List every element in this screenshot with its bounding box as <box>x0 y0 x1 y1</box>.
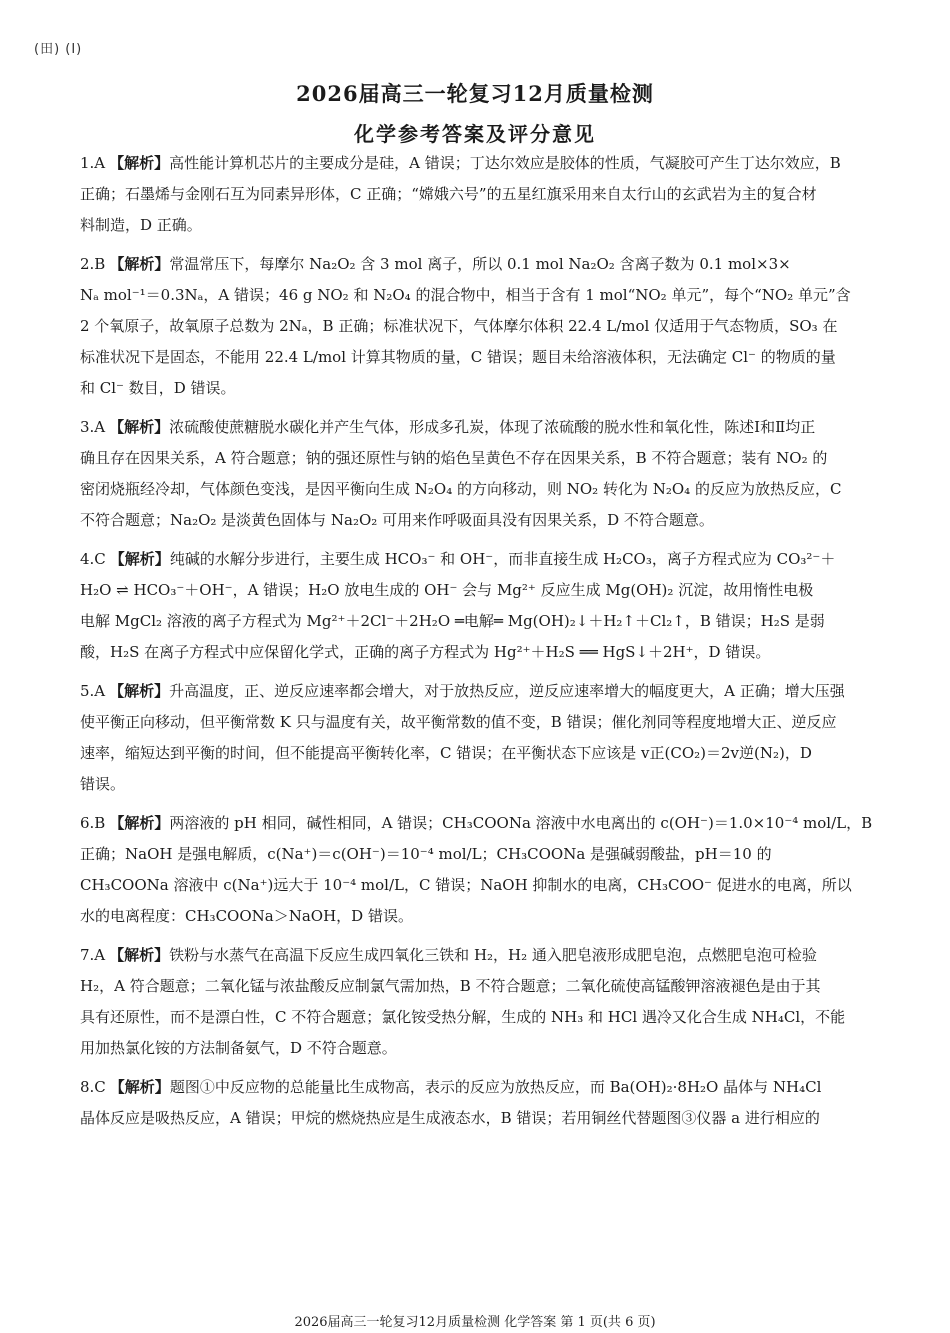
answer-text: 2 个氧原子，故氧原子总数为 2Nₐ，B 正确；标准状况下，气体摩尔体积 22.4 L/mol 仅适用于气态物质，SO₃ 在 <box>80 317 838 335</box>
answer-number: 4.C <box>80 550 106 568</box>
answer-item <box>80 249 874 404</box>
answer-text: Nₐ mol⁻¹＝0.3Nₐ，A 错误；46 g NO₂ 和 N₂O₄ 的混合物中，相当于含有 1 mol“NO₂ 单元”，每个“NO₂ 单元”含 <box>80 286 851 304</box>
answer-line <box>80 280 874 311</box>
answer-line <box>80 901 874 932</box>
answer-line <box>80 637 874 668</box>
answer-text: 密闭烧瓶经冷却，气体颜色变浅，是因平衡向生成 N₂O₄ 的方向移动，则 NO₂ 转化为 N₂O₄ 的反应为放热反应，C <box>80 480 842 498</box>
analysis-tag: 【解析】 <box>109 550 170 568</box>
answer-text: H₂，A 符合题意；二氧化锰与浓盐酸反应制氯气需加热，B 不符合题意；二氧化硫使高锰酸钾溶液褪色是由于其 <box>80 977 821 995</box>
answer-line <box>80 1002 874 1033</box>
answer-item <box>80 1072 874 1134</box>
answer-line <box>80 971 874 1002</box>
answer-text: 标准状况下是固态，不能用 22.4 L/mol 计算其物质的量，C 错误；题目未给溶液体积，无法确定 Cl⁻ 的物质的量 <box>80 348 836 366</box>
answer-text: 晶体反应是吸热反应，A 错误；甲烷的燃烧热应是生成液态水，B 错误；若用铜丝代替题图③仪器 a 进行相应的 <box>80 1109 820 1127</box>
answer-text: 高性能计算机芯片的主要成分是硅，A 错误；丁达尔效应是胶体的性质，气凝胶可产生丁达尔效应，B <box>169 154 841 172</box>
page-footer: 2026届高三一轮复习12月质量检测 化学答案 第 1 页(共 6 页) <box>294 1315 656 1330</box>
answer-number: 8.C <box>80 1078 106 1096</box>
answer-text: 常温常压下，每摩尔 Na₂O₂ 含 3 mol 离子，所以 0.1 mol Na₂O₂ 含离子数为 0.1 mol×3× <box>169 255 791 273</box>
answer-line <box>80 179 874 210</box>
answer-text: 铁粉与水蒸气在高温下反应生成四氧化三铁和 H₂，H₂ 通入肥皂液形成肥皂泡，点燃肥皂泡可检验 <box>169 946 817 964</box>
page-title: 2026届高三一轮复习12月质量检测 <box>296 81 654 106</box>
answer-text: 正确；石墨烯与金刚石互为同素异形体，C 正确；“嫦娥六号”的五星红旗采用来自太行山的玄武岩为主的复合材 <box>80 185 817 203</box>
answer-text: 用加热氯化铵的方法制备氨气，D 不符合题意。 <box>80 1039 397 1057</box>
answer-text: 正确；NaOH 是强电解质，c(Na⁺)＝c(OH⁻)＝10⁻⁴ mol/L；CH₃COONa 是强碱弱酸盐，pH＝10 的 <box>80 845 772 863</box>
answer-line <box>80 505 874 536</box>
answer-number: 6.B <box>80 814 106 832</box>
answer-line <box>80 373 874 404</box>
answer-line <box>80 474 874 505</box>
answer-line <box>80 808 874 839</box>
answer-text: 错误。 <box>80 775 126 793</box>
answer-number: 1.A <box>80 154 106 172</box>
analysis-tag: 【解析】 <box>109 682 170 700</box>
analysis-tag: 【解析】 <box>109 1078 170 1096</box>
answer-text: 速率，缩短达到平衡的时间，但不能提高平衡转化率，C 错误；在平衡状态下应该是 v正(CO₂)＝2v逆(N₂)，D <box>80 744 812 762</box>
answer-line <box>80 1072 874 1103</box>
answer-text: 确且存在因果关系，A 符合题意；钠的强还原性与钠的焰色呈黄色不存在因果关系，B 不符合题意；装有 NO₂ 的 <box>80 449 828 467</box>
analysis-tag: 【解析】 <box>109 946 170 964</box>
answer-text: 题图①中反应物的总能量比生成物高，表示的反应为放热反应，而 Ba(OH)₂·8H₂O 晶体与 NH₄Cl <box>169 1078 822 1096</box>
answer-line <box>80 606 874 637</box>
answer-text: 电解 MgCl₂ 溶液的离子方程式为 Mg²⁺＋2Cl⁻＋2H₂O ═电解═ Mg(OH)₂↓＋H₂↑＋Cl₂↑，B 错误；H₂S 是弱 <box>80 612 825 630</box>
answer-text: 升高温度，正、逆反应速率都会增大，对于放热反应，逆反应速率增大的幅度更大，A 正确；增大压强 <box>169 682 845 700</box>
answer-item <box>80 148 874 241</box>
answer-number: 7.A <box>80 946 106 964</box>
answer-line <box>80 311 874 342</box>
answer-text: 两溶液的 pH 相同，碱性相同，A 错误；CH₃COONa 溶液中水电离出的 c(OH⁻)＝1.0×10⁻⁴ mol/L，B <box>169 814 873 832</box>
answer-text: 酸，H₂S 在离子方程式中应保留化学式，正确的离子方程式为 Hg²⁺＋H₂S ══ HgS↓＋2H⁺，D 错误。 <box>80 643 771 661</box>
answer-line <box>80 148 874 179</box>
answer-item <box>80 808 874 932</box>
answer-line <box>80 769 874 800</box>
answer-text: 使平衡正向移动，但平衡常数 K 只与温度有关，故平衡常数的值不变，B 错误；催化剂同等程度地增大正、逆反应 <box>80 713 837 731</box>
answer-item <box>80 412 874 536</box>
answer-line <box>80 544 874 575</box>
answer-line <box>80 443 874 474</box>
answer-text: CH₃COONa 溶液中 c(Na⁺)远大于 10⁻⁴ mol/L，C 错误；NaOH 抑制水的电离，CH₃COO⁻ 促进水的电离，所以 <box>80 876 852 894</box>
answer-text: 和 Cl⁻ 数目，D 错误。 <box>80 379 236 397</box>
answer-line <box>80 249 874 280</box>
analysis-tag: 【解析】 <box>109 154 170 172</box>
answer-line <box>80 575 874 606</box>
answer-text: 浓硫酸使蔗糖脱水碳化并产生气体，形成多孔炭，体现了浓硫酸的脱水性和氧化性，陈述Ⅰ和Ⅱ均正 <box>169 418 816 436</box>
answer-number: 5.A <box>80 682 106 700</box>
page-subtitle: 化学参考答案及评分意见 <box>354 122 596 146</box>
answer-line <box>80 870 874 901</box>
answer-text: 料制造，D 正确。 <box>80 216 202 234</box>
answer-line <box>80 839 874 870</box>
answer-item <box>80 544 874 668</box>
answer-line <box>80 738 874 769</box>
answer-line <box>80 676 874 707</box>
answer-list <box>80 148 874 1142</box>
answer-number: 2.B <box>80 255 106 273</box>
answer-item <box>80 676 874 800</box>
answer-number: 3.A <box>80 418 106 436</box>
answer-line <box>80 940 874 971</box>
answer-text: 纯碱的水解分步进行，主要生成 HCO₃⁻ 和 OH⁻，而非直接生成 H₂CO₃，离子方程式应为 CO₃²⁻＋ <box>169 550 836 568</box>
answer-line <box>80 707 874 738</box>
answer-text: H₂O ⇌ HCO₃⁻＋OH⁻，A 错误；H₂O 放电生成的 OH⁻ 会与 Mg²⁺ 反应生成 Mg(OH)₂ 沉淀，故用惰性电极 <box>80 581 814 599</box>
answer-line <box>80 342 874 373</box>
analysis-tag: 【解析】 <box>109 814 170 832</box>
answer-text: 具有还原性，而不是漂白性，C 不符合题意；氯化铵受热分解，生成的 NH₃ 和 HCl 遇冷又化合生成 NH₄Cl，不能 <box>80 1008 846 1026</box>
answer-line <box>80 1033 874 1064</box>
analysis-tag: 【解析】 <box>109 255 170 273</box>
answer-line <box>80 412 874 443</box>
corner-mark: (田) (I) <box>34 42 83 57</box>
answer-line <box>80 210 874 241</box>
analysis-tag: 【解析】 <box>109 418 170 436</box>
answer-text: 水的电离程度：CH₃COONa＞NaOH，D 错误。 <box>80 907 413 925</box>
answer-text: 不符合题意；Na₂O₂ 是淡黄色固体与 Na₂O₂ 可用来作呼吸面具没有因果关系，D 不符合题意。 <box>80 511 714 529</box>
answer-line <box>80 1103 874 1134</box>
answer-item <box>80 940 874 1064</box>
